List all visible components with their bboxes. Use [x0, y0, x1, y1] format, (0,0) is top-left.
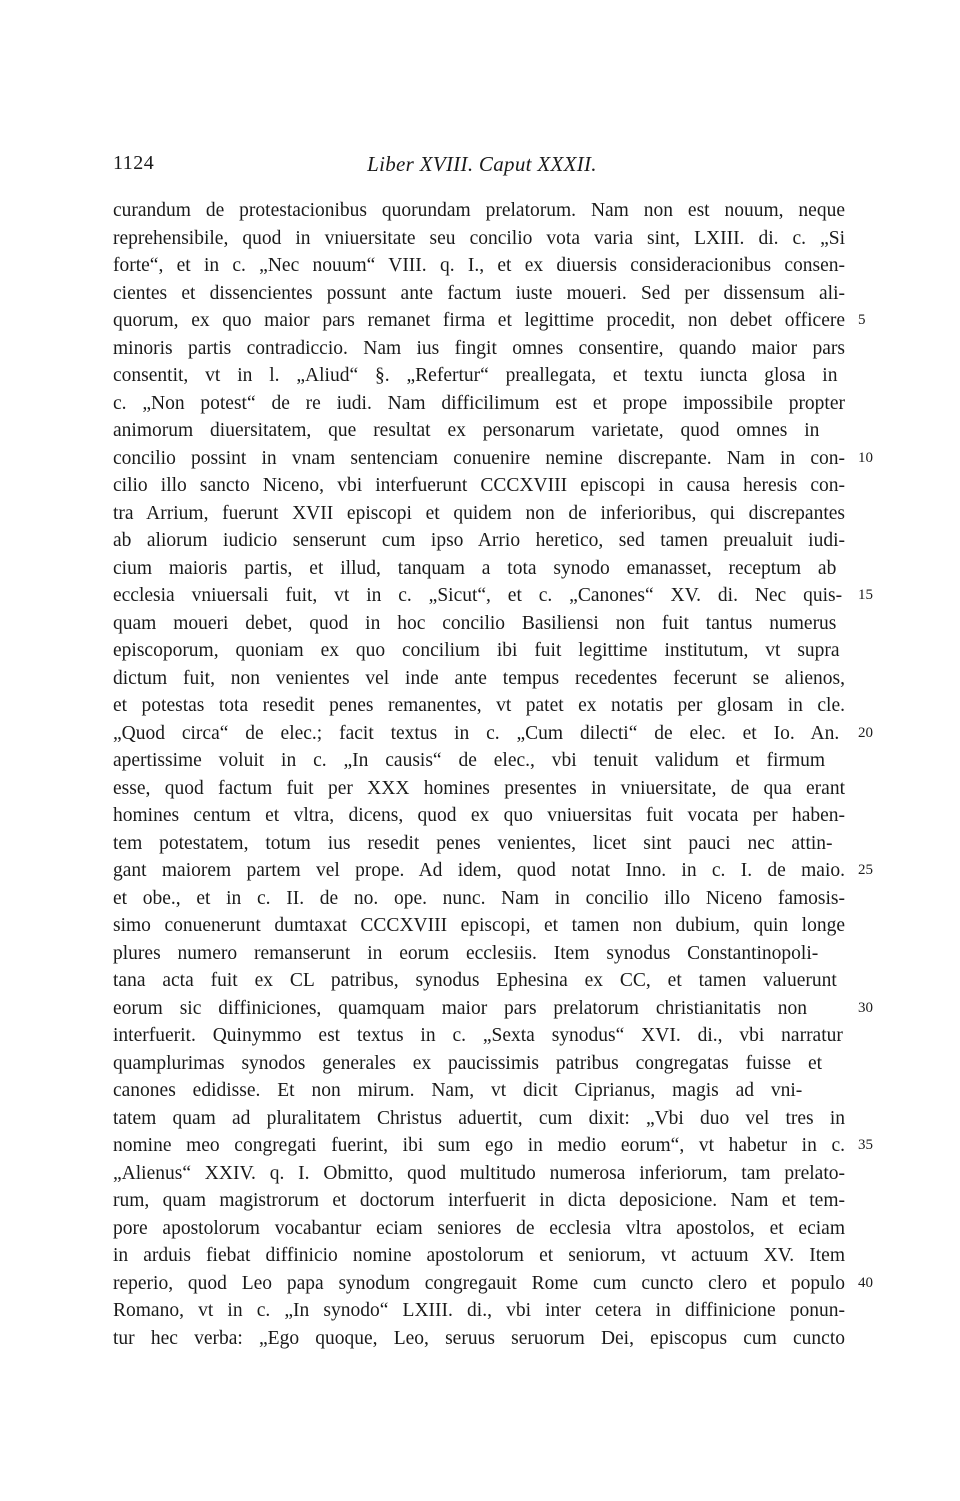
page-number: 1124 [113, 152, 155, 174]
text-line [113, 1160, 851, 1188]
line-number: 15 [858, 587, 873, 603]
text-line [113, 967, 851, 995]
line-text: eorum sic diffiniciones, quamquam maior pars prelatorum christianitatis non [113, 997, 808, 1019]
line-text: simo conuenerunt dumtaxat CCCXVIII episcopi, et tamen non dubium, quin longe [113, 915, 845, 936]
line-text: tem potestatem, totum ius resedit penes venientes, licet sint pauci nec attin- [113, 832, 833, 854]
line-number: 10 [858, 449, 873, 466]
text-line [113, 720, 873, 748]
text-line [113, 1050, 851, 1078]
text-line [113, 280, 851, 308]
text-line [113, 1187, 851, 1215]
text-line [113, 335, 851, 363]
line-text: et obe., et in c. II. de no. ope. nunc. Nam in concilio illo Niceno famosis- [113, 887, 845, 909]
line-text: „Quod circa“ de elec.; facit textus in c. „Cum dilecti“ de elec. et Io. An. [113, 722, 840, 744]
line-number: 20 [858, 724, 873, 741]
line-text: „Alienus“ XXIV. q. I. Obmitto, quod multitudo numerosa inferiorum, tam prelato- [113, 1162, 845, 1184]
page-header [113, 152, 851, 180]
text-line [113, 472, 851, 500]
text-line [113, 582, 873, 610]
line-number: 25 [858, 862, 873, 878]
line-text: ab aliorum iudicio senserunt cum ipso Arrio heretico, sed tamen preualuit iudi- [113, 530, 845, 551]
line-text: in arduis fiebat diffinicio nomine apostolorum et seniorum, vt actuum XV. Item [113, 1245, 845, 1266]
text-line [113, 1132, 873, 1160]
text-line [113, 1077, 851, 1105]
line-text: canones edidisse. Et non mirum. Nam, vt dicit Ciprianus, magis ad vni- [113, 1080, 803, 1101]
line-number: 5 [858, 312, 866, 328]
text-line [113, 995, 873, 1023]
text-line [113, 775, 851, 803]
text-line [113, 362, 851, 390]
line-text: episcoporum, quoniam ex quo concilium ibi fuit legittime institutum, vt supra [113, 640, 840, 661]
running-title: Liber XVIII. Caput XXXII. [367, 152, 597, 176]
line-text: homines centum et vltra, dicens, quod ex quo vniuersitas fuit vocata per haben- [113, 805, 845, 826]
line-number: 35 [858, 1137, 873, 1153]
line-text: concilio possint in vnam sentenciam conuenire nemine discrepante. Nam in con- [113, 447, 845, 469]
text-line [113, 307, 866, 335]
line-text: quamplurimas synodos generales ex paucissimis patribus congregatas fuisse et [113, 1052, 823, 1074]
line-text: tur hec verba: „Ego quoque, Leo, seruus seruorum Dei, episcopus cum cuncto [113, 1327, 845, 1349]
text-line [113, 802, 851, 830]
line-text: cium maioris partis, et illud, tanquam a tota synodo emanasset, receptum ab [113, 557, 837, 579]
line-text: curandum de protestacionibus quorundam prelatorum. Nam non est nouum, neque [113, 200, 845, 221]
text-line [113, 555, 851, 583]
text-line [113, 417, 851, 445]
line-text: apertissime voluit in c. „In causis“ de elec., vbi tenuit validum et firmum [113, 750, 826, 771]
text-line [113, 1105, 851, 1133]
text-line [113, 692, 851, 720]
text-line [113, 1242, 851, 1270]
text-line [113, 665, 851, 693]
line-text: esse, quod factum fuit per XXX homines presentes in vniuersitate, de qua erant [113, 777, 845, 799]
text-line [113, 390, 851, 418]
body-text [113, 197, 873, 1352]
line-text: pore apostolorum vocabantur eciam seniores de ecclesia vltra apostolos, et eciam [113, 1217, 845, 1239]
text-line [113, 857, 873, 885]
text-line [113, 527, 851, 555]
text-line [113, 1325, 851, 1353]
text-line [113, 252, 851, 280]
text-line [113, 1297, 851, 1325]
text-line [113, 500, 851, 528]
line-text: interfuerit. Quinymmo est textus in c. „Sexta synodus“ XVI. di., vbi narratur [113, 1025, 843, 1046]
line-text: reprehensibile, quod in vniuersitate seu concilio vota varia sint, LXIII. di. c. „Si [113, 227, 845, 249]
line-number: 30 [858, 999, 873, 1016]
line-text: gant maiorem partem vel prope. Ad idem, quod notat Inno. in c. I. de maio. [113, 860, 845, 881]
line-text: quam moueri debet, quod in hoc concilio Basiliensi non fuit tantus numerus [113, 612, 837, 634]
line-text: reperio, quod Leo papa synodum congregauit Rome cum cuncto clero et populo [113, 1272, 845, 1294]
line-text: dictum fuit, non venientes vel inde ante tempus recedentes fecerunt se alienos, [113, 667, 845, 689]
text-line [113, 885, 851, 913]
line-text: rum, quam magistrorum et doctorum interfuerit in dicta deposicione. Nam et tem- [113, 1190, 845, 1211]
text-line [113, 1270, 873, 1298]
line-text: minoris partis contradiccio. Nam ius fingit omnes consentire, quando maior pars [113, 337, 845, 359]
text-line [113, 197, 851, 225]
text-line [113, 637, 851, 665]
line-text: cilio illo sancto Niceno, vbi interfuerunt CCCXVIII episcopi in causa heresis con- [113, 475, 845, 496]
text-line [113, 1022, 851, 1050]
line-text: forte“, et in c. „Nec nouum“ VIII. q. I., et ex diuersis consideracionibus consen- [113, 255, 845, 276]
line-text: cientes et dissencientes possunt ante factum iuste moueri. Sed per dissensum ali- [113, 282, 845, 304]
line-number: 40 [858, 1274, 873, 1291]
line-text: quorum, ex quo maior pars remanet firma et legittime procedit, non debet officere [113, 310, 845, 331]
line-text: nomine meo congregati fuerint, ibi sum ego in medio eorum“, vt habetur in c. [113, 1135, 845, 1156]
line-text: animorum diuersitatem, que resultat ex personarum varietate, quod omnes in [113, 420, 820, 441]
line-text: tra Arrium, fuerunt XVII episcopi et quidem non de inferioribus, qui discrepantes [113, 502, 845, 524]
line-text: tana acta fuit ex CL patribus, synodus Ephesina ex CC, et tamen valuerunt [113, 970, 837, 991]
text-line [113, 225, 851, 253]
line-text: c. „Non potest“ de re iudi. Nam difficilimum est et prope impossibile propter [113, 392, 845, 414]
text-line [113, 830, 851, 858]
line-text: tatem quam ad pluralitatem Christus aduertit, cum dixit: „Vbi duo vel tres in [113, 1107, 845, 1129]
line-text: ecclesia vniuersali fuit, vt in c. „Sicut“, et c. „Canones“ XV. di. Nec quis- [113, 585, 843, 606]
line-text: consentit, vt in l. „Aliud“ §. „Refertur“ preallegata, et textu iuncta glosa in [113, 365, 838, 386]
line-text: Romano, vt in c. „In synodo“ LXIII. di., vbi inter cetera in diffinicione ponun- [113, 1300, 845, 1321]
text-line [113, 747, 851, 775]
text-line [113, 940, 851, 968]
text-line [113, 912, 851, 940]
text-line [113, 1215, 851, 1243]
text-line [113, 610, 851, 638]
line-text: et potestas tota resedit penes remanentes, vt patet ex notatis per glosam in cle. [113, 695, 845, 716]
text-line [113, 445, 873, 473]
line-text: plures numero remanserunt in eorum ecclesiis. Item synodus Constantinopoli- [113, 942, 819, 964]
